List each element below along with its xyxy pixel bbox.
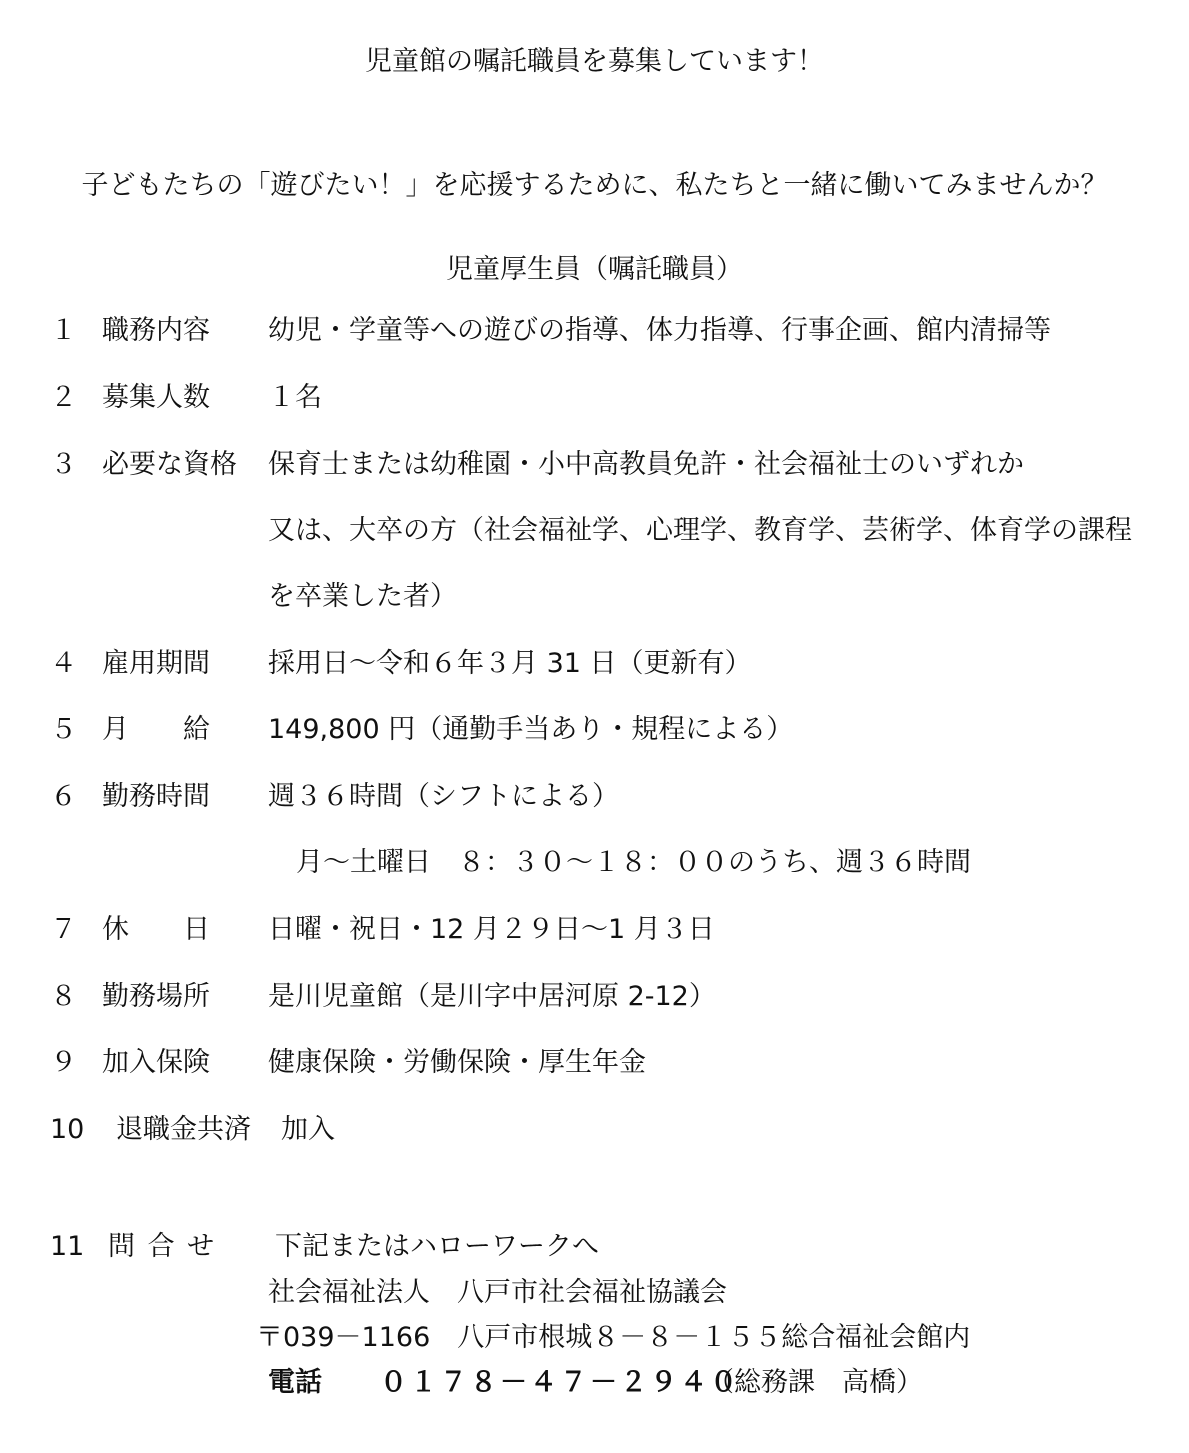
item-value: 日曜・祝日・12 月２９日～1 月３日	[268, 914, 715, 945]
item-number: 11	[50, 1231, 85, 1262]
item-value-line2: 又は、大卒の方（社会福祉学、心理学、教育学、芸術学、体育学の課程	[268, 515, 1132, 546]
contact-phone-row	[0, 1369, 1189, 1405]
page-subtitle: 子どもたちの「遊びたい！」を応援するために、私たちと一緒に働いてみませんか？	[81, 170, 1108, 201]
item-contact	[0, 1233, 1189, 1269]
item-value: 採用日～令和６年３月 31 日（更新有）	[268, 648, 752, 679]
page-title: 児童館の嘱託職員を募集しています！	[365, 46, 824, 77]
contact-address: 〒039－1166 八戸市根城８－８－１５５総合福祉会館内	[256, 1322, 971, 1353]
item-value: 是川児童館（是川字中居河原 2-12）	[268, 981, 716, 1012]
contact-organization: 社会福祉法人 八戸市社会福祉協議会	[268, 1277, 727, 1308]
item-value: 加入	[281, 1114, 335, 1145]
contact-phone-label: 電話	[268, 1367, 322, 1398]
item-number: ３	[50, 449, 77, 480]
item-monthly-salary	[0, 716, 1189, 752]
item-label: 月 給	[102, 714, 210, 745]
item-job-duties	[0, 317, 1189, 353]
item-label: 加入保険	[102, 1047, 210, 1078]
item-number: ９	[50, 1047, 77, 1078]
item-value: 幼児・学童等への遊びの指導、体力指導、行事企画、館内清掃等	[268, 315, 1051, 346]
item-label: 退職金共済	[116, 1114, 251, 1145]
item-number: ２	[50, 382, 77, 413]
item-label: 勤務場所	[102, 981, 210, 1012]
item-qualifications	[0, 451, 1189, 487]
item-number: ６	[50, 781, 77, 812]
item-number: 10	[50, 1114, 85, 1145]
item-value-line2: 月～土曜日 ８：３０～１８：００のうち、週３６時間	[296, 847, 971, 878]
item-working-hours	[0, 783, 1189, 819]
item-holidays	[0, 916, 1189, 952]
item-work-location	[0, 983, 1189, 1019]
contact-address-row	[0, 1324, 1189, 1360]
item-label: 職務内容	[102, 315, 210, 346]
item-employment-period	[0, 650, 1189, 686]
item-number: ４	[50, 648, 77, 679]
contact-intro: 下記またはハローワークへ	[275, 1231, 599, 1262]
contact-organization-row	[0, 1279, 1189, 1315]
item-label: 必要な資格	[102, 449, 237, 480]
item-number: ８	[50, 981, 77, 1012]
item-number: ５	[50, 714, 77, 745]
item-value: 保育士または幼稚園・小中高教員免許・社会福祉士のいずれか	[268, 449, 1024, 480]
item-value: 149,800 円（通勤手当あり・規程による）	[268, 714, 794, 745]
item-retirement-fund	[0, 1116, 1189, 1152]
contact-phone-note: （総務課 高橋）	[707, 1367, 923, 1398]
item-insurance	[0, 1049, 1189, 1085]
item-qualifications-cont2	[0, 583, 1189, 619]
position-title: 児童厚生員（嘱託職員）	[446, 254, 743, 285]
item-value-line3: を卒業した者）	[268, 581, 457, 612]
item-number: １	[50, 315, 77, 346]
item-value: 週３６時間（シフトによる）	[268, 781, 619, 812]
item-value: 健康保険・労働保険・厚生年金	[268, 1047, 646, 1078]
item-working-hours-cont	[0, 849, 1189, 885]
contact-phone-number: ０１７８－４７－２９４０	[380, 1367, 740, 1398]
item-qualifications-cont	[0, 517, 1189, 553]
item-label: 勤務時間	[102, 781, 210, 812]
item-label: 雇用期間	[102, 648, 210, 679]
item-value: １名	[268, 382, 322, 413]
item-positions-count	[0, 384, 1189, 420]
item-label: 募集人数	[102, 382, 210, 413]
item-label: 問 合 せ	[108, 1231, 217, 1262]
item-label: 休 日	[102, 914, 210, 945]
item-number: ７	[50, 914, 77, 945]
